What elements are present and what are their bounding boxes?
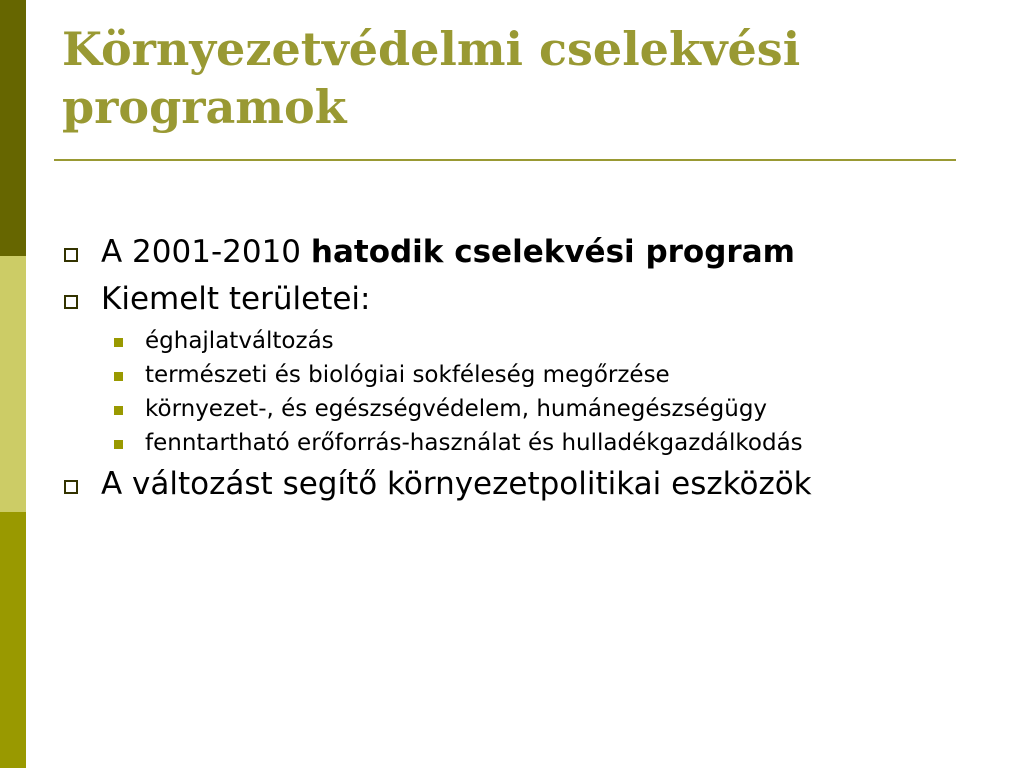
slide-title: Környezetvédelmi cselekvési programok xyxy=(62,22,801,134)
side-bar-segment-dark xyxy=(0,0,26,256)
sub-bullet-text: természeti és biológiai sokféleség megőrzése xyxy=(145,362,670,388)
filled-square-bullet-icon xyxy=(114,440,123,449)
filled-square-bullet-icon xyxy=(114,372,123,381)
sub-bullet-item xyxy=(101,426,992,460)
sub-bullet-item xyxy=(101,358,992,392)
filled-square-bullet-icon xyxy=(114,338,123,347)
side-accent-bar xyxy=(0,0,26,768)
hollow-square-bullet-icon xyxy=(64,480,78,494)
bullet-text: Kiemelt területei: xyxy=(101,281,371,317)
bullet-item-policy-tools xyxy=(62,466,992,503)
sub-bullet-list xyxy=(101,324,992,460)
bullet-list xyxy=(62,234,992,503)
slide-body xyxy=(62,234,992,503)
sub-bullet-item xyxy=(101,324,992,358)
sub-bullet-text: környezet-, és egészségvédelem, humánegészségügy xyxy=(145,396,768,422)
side-bar-segment-light xyxy=(0,256,26,512)
side-bar-segment-mid xyxy=(0,512,26,768)
filled-square-bullet-icon xyxy=(114,406,123,415)
hollow-square-bullet-icon xyxy=(64,295,78,309)
bullet-text: A változást segítő környezetpolitikai eszközök xyxy=(101,466,812,502)
bullet-item-priority-areas xyxy=(62,281,992,460)
sub-bullet-text: fenntartható erőforrás-használat és hulladékgazdálkodás xyxy=(145,430,803,456)
bullet-bold-text: hatodik cselekvési program xyxy=(310,234,795,270)
hollow-square-bullet-icon xyxy=(64,248,78,262)
sub-bullet-text: éghajlatváltozás xyxy=(145,328,334,354)
sub-bullet-item xyxy=(101,392,992,426)
title-underline xyxy=(54,159,956,161)
bullet-item-program xyxy=(62,234,992,271)
bullet-text: A 2001-2010 xyxy=(101,234,311,270)
